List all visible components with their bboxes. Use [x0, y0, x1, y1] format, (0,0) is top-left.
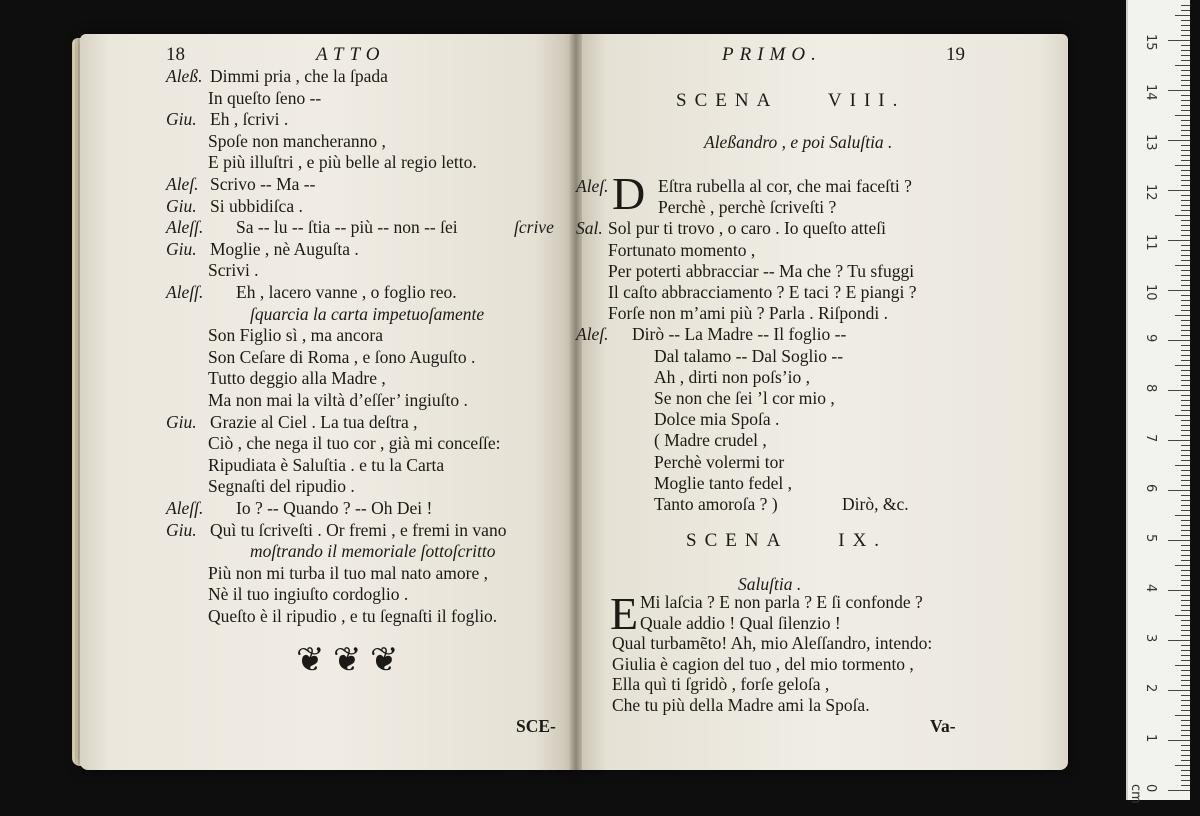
- ruler-tick: [1175, 465, 1190, 466]
- ruler-tick: [1181, 460, 1190, 461]
- ruler-tick: [1181, 545, 1190, 546]
- ruler-tick: [1181, 680, 1190, 681]
- ruler-tick: [1181, 205, 1190, 206]
- ruler-tick: [1181, 710, 1190, 711]
- ruler-tick: [1168, 40, 1190, 41]
- left-running-head: ATTO: [316, 44, 386, 65]
- ruler-tick: [1175, 265, 1190, 266]
- ruler-tick: [1181, 250, 1190, 251]
- scene-8-title: SCENA VIII.: [676, 90, 906, 111]
- ruler-tick: [1181, 75, 1190, 76]
- ruler-tick: [1181, 70, 1190, 71]
- verse-line: Più non mi turba il tuo mal nato amore ,: [208, 562, 488, 583]
- ruler-tick: [1181, 275, 1190, 276]
- right-catchword: Va-: [930, 716, 956, 736]
- verse-line: Sa -- lu -- ſtia -- più -- non -- ſei: [236, 217, 458, 238]
- speaker-label: Aleſ.: [576, 324, 609, 345]
- ruler-tick: [1181, 595, 1190, 596]
- ruler-tick: [1181, 320, 1190, 321]
- ruler-tick: [1181, 145, 1190, 146]
- ruler-tick: [1181, 10, 1190, 11]
- ruler-tick: [1181, 405, 1190, 406]
- ruler-tick: [1181, 195, 1190, 196]
- ruler-tick: [1181, 475, 1190, 476]
- ruler-tick: [1181, 635, 1190, 636]
- speaker-label: Giu.: [166, 411, 197, 432]
- ruler-tick: [1181, 225, 1190, 226]
- ruler-tick: [1181, 110, 1190, 111]
- ruler-tick: [1181, 375, 1190, 376]
- ruler-tick: [1181, 455, 1190, 456]
- ruler-tick: [1181, 30, 1190, 31]
- ruler-tick: [1181, 660, 1190, 661]
- ruler-number: 8: [1143, 384, 1158, 393]
- verse-line: In queſto ſeno --: [208, 87, 322, 108]
- ruler-tick: [1168, 590, 1190, 591]
- speaker-label: Giu.: [166, 195, 197, 216]
- ruler-tick: [1181, 500, 1190, 501]
- ruler-tick: [1181, 580, 1190, 581]
- stage-direction: ſcrive: [514, 217, 554, 238]
- ruler-tick: [1181, 335, 1190, 336]
- ruler-tick: [1181, 725, 1190, 726]
- speaker-label: Aleſ.: [166, 174, 199, 194]
- ruler-tick: [1181, 370, 1190, 371]
- ruler-tick: [1181, 560, 1190, 561]
- ruler-tick: [1181, 200, 1190, 201]
- ruler-tick: [1181, 575, 1190, 576]
- ruler-tick: [1181, 570, 1190, 571]
- ruler-tick: [1175, 665, 1190, 666]
- speaker-label: Aleſ.: [576, 176, 609, 196]
- ruler-tick: [1181, 705, 1190, 706]
- ruler-tick: [1181, 270, 1190, 271]
- ruler-tick: [1168, 490, 1190, 491]
- ruler-tick: [1181, 55, 1190, 56]
- verse-line: Dirò -- La Madre -- Il foglio --: [632, 324, 847, 345]
- ruler-tick: [1181, 105, 1190, 106]
- ruler-tick: [1181, 330, 1190, 331]
- ruler-tick: [1175, 15, 1190, 16]
- ruler-tick: [1168, 90, 1190, 91]
- ruler-tick: [1175, 765, 1190, 766]
- speaker-label: Aleſſ.: [166, 498, 204, 518]
- speaker-label: Aleſſ.: [166, 282, 204, 302]
- ruler-tick: [1168, 690, 1190, 691]
- ruler-tick: [1181, 210, 1190, 211]
- ruler-tick: [1181, 695, 1190, 696]
- verse-line: moſtrando il memoriale ſottoſcritto: [250, 541, 496, 562]
- ruler-tick: [1181, 35, 1190, 36]
- ruler-tick: [1181, 685, 1190, 686]
- ruler-tick: [1181, 610, 1190, 611]
- ruler-tick: [1181, 400, 1190, 401]
- ruler-tick: [1181, 730, 1190, 731]
- ruler-tick: [1181, 755, 1190, 756]
- ruler-tick: [1181, 620, 1190, 621]
- ruler-tick: [1181, 185, 1190, 186]
- verse-line: ſquarcia la carta impetuoſamente: [250, 303, 485, 324]
- ruler-tick: [1175, 215, 1190, 216]
- verse-line: Forſe non m’ami più ? Parla . Riſpondi .: [608, 303, 888, 324]
- verse-line: Se non che ſei ’l cor mio ,: [654, 388, 835, 408]
- ruler-tick: [1181, 135, 1190, 136]
- ornament: ❦ ❦ ❦: [296, 642, 399, 679]
- ruler-tick: [1181, 720, 1190, 721]
- ruler-tick: [1168, 190, 1190, 191]
- verse-line: Perchè volermi tor: [654, 451, 785, 472]
- ruler-tick: [1181, 235, 1190, 236]
- ruler-tick: [1181, 355, 1190, 356]
- scene-8-characters: Aleßandro , e poi Saluſtia .: [704, 132, 893, 152]
- verse-line: Quale addio ! Qual ſilenzio !: [640, 612, 841, 633]
- verse-line: Dal talamo -- Dal Soglio --: [654, 345, 844, 366]
- ruler-tick: [1181, 25, 1190, 26]
- verse-line: Io ? -- Quando ? -- Oh Dei !: [236, 498, 433, 518]
- ruler-number: 4: [1143, 584, 1158, 593]
- left-page-number: 18: [166, 44, 185, 65]
- speaker-label: Aleſſ.: [166, 217, 204, 238]
- ruler-tick: [1181, 410, 1190, 411]
- ruler-tick: [1181, 130, 1190, 131]
- ruler-tick: [1181, 655, 1190, 656]
- ruler-tick: [1181, 510, 1190, 511]
- ruler-tick: [1181, 175, 1190, 176]
- measuring-ruler: [1126, 0, 1190, 804]
- ruler-tick: [1181, 60, 1190, 61]
- verse-line: Segnaſti del ripudio .: [208, 476, 355, 497]
- ruler-tick: [1168, 540, 1190, 541]
- ruler-tick: [1181, 780, 1190, 781]
- verse-line: Eh , ſcrivi .: [210, 109, 289, 130]
- ruler-tick: [1181, 295, 1190, 296]
- ruler-number: 12: [1143, 184, 1158, 201]
- ruler-tick: [1181, 785, 1190, 786]
- ruler-number: 9: [1143, 334, 1158, 343]
- ruler-tick: [1181, 605, 1190, 606]
- verse-line: Scrivo -- Ma --: [210, 174, 316, 194]
- verse-line: Moglie tanto fedel ,: [654, 472, 793, 493]
- ruler-tick: [1168, 740, 1190, 741]
- ruler-tick: [1168, 440, 1190, 441]
- ruler-number: 6: [1143, 484, 1158, 493]
- scene-9-title: SCENA IX.: [686, 530, 888, 551]
- verse-line: Queſto è il ripudio , e tu ſegnaſti il foglio.: [208, 606, 498, 626]
- verse-line: Ripudiata è Saluſtia . e tu la Carta: [208, 454, 445, 475]
- ruler-tick: [1181, 95, 1190, 96]
- ruler-tick: [1181, 230, 1190, 231]
- ruler-tick: [1181, 255, 1190, 256]
- ruler-number: 0 cm: [1128, 784, 1158, 804]
- ruler-number: 13: [1143, 134, 1158, 151]
- ruler-tick: [1181, 425, 1190, 426]
- ruler-tick: [1181, 395, 1190, 396]
- ruler-tick: [1181, 80, 1190, 81]
- ruler-tick: [1181, 305, 1190, 306]
- ruler-tick: [1181, 100, 1190, 101]
- ruler-tick: [1181, 670, 1190, 671]
- ruler-tick: [1181, 220, 1190, 221]
- verse-line: Moglie , nè Auguſta .: [210, 238, 359, 259]
- ruler-tick: [1168, 340, 1190, 341]
- ruler-tick: [1181, 645, 1190, 646]
- speaker-label: Sal.: [576, 218, 603, 239]
- ruler-tick: [1181, 770, 1190, 771]
- verse-line: Sol pur ti trovo , o caro . Io queſto atteſi: [608, 218, 887, 239]
- ruler-tick: [1168, 240, 1190, 241]
- ruler-tick: [1175, 65, 1190, 66]
- ruler-tick: [1175, 115, 1190, 116]
- ruler-tick: [1181, 450, 1190, 451]
- scene-9-characters: Saluſtia .: [738, 574, 802, 594]
- ruler-tick: [1175, 415, 1190, 416]
- ruler-tick: [1181, 445, 1190, 446]
- verse-line: Dolce mia Spoſa .: [654, 409, 780, 430]
- ruler-tick: [1181, 310, 1190, 311]
- ruler-tick: [1175, 715, 1190, 716]
- ruler-tick: [1181, 520, 1190, 521]
- verse-line: Fortunato momento ,: [608, 239, 756, 260]
- verse-line: Ah , dirti non poſs’io ,: [654, 366, 811, 387]
- ruler-tick: [1181, 260, 1190, 261]
- ruler-tick: [1181, 285, 1190, 286]
- verse-line: Dimmi pria , che la ſpada: [210, 66, 388, 86]
- verse-line: Perchè , perchè ſcriveſti ?: [658, 197, 837, 218]
- verse-line: Nè il tuo ingiuſto cordoglio .: [208, 584, 409, 605]
- verse-line: Eh , lacero vanne , o foglio reo.: [236, 282, 457, 302]
- ruler-number: 2: [1143, 684, 1158, 693]
- ruler-tick: [1181, 625, 1190, 626]
- ruler-tick: [1168, 140, 1190, 141]
- ruler-tick: [1175, 315, 1190, 316]
- ruler-tick: [1181, 650, 1190, 651]
- verse-line: Quì tu ſcriveſti . Or fremi , e fremi in vano: [210, 519, 507, 540]
- drop-capital: E: [610, 588, 639, 639]
- verse-line: ( Madre crudel ,: [654, 430, 767, 451]
- ruler-tick: [1175, 165, 1190, 166]
- ruler-tick: [1181, 535, 1190, 536]
- ruler-number: 15: [1143, 34, 1158, 51]
- ruler-tick: [1175, 615, 1190, 616]
- ruler-number: 3: [1143, 634, 1158, 643]
- ruler-tick: [1181, 85, 1190, 86]
- ruler-tick: [1181, 125, 1190, 126]
- ruler-tick: [1181, 470, 1190, 471]
- verse-line: Il caſto abbracciamento ? E taci ? E piangi ?: [608, 282, 917, 302]
- verse-line: Ella quì ti ſgridò , forſe geloſa ,: [612, 674, 830, 695]
- ruler-tick: [1181, 525, 1190, 526]
- drop-capital: D: [612, 168, 646, 219]
- ruler-tick: [1181, 775, 1190, 776]
- ruler-tick: [1181, 45, 1190, 46]
- ruler-tick: [1181, 245, 1190, 246]
- ruler-tick: [1181, 430, 1190, 431]
- ruler-tick: [1181, 700, 1190, 701]
- aria-cue: Dirò, &c.: [842, 494, 909, 514]
- ruler-tick: [1181, 360, 1190, 361]
- ruler-tick: [1181, 630, 1190, 631]
- verse-line: Che tu più della Madre ami la Spoſa.: [612, 695, 870, 715]
- verse-line: E più illuſtri , e più belle al regio letto.: [208, 152, 477, 173]
- verse-line: Son Ceſare di Roma , e ſono Auguſto .: [208, 346, 476, 367]
- verse-line: Mi laſcia ? E non parla ? E ſi confonde ?: [640, 592, 923, 612]
- ruler-tick: [1181, 745, 1190, 746]
- verse-line: Spoſe non mancheranno ,: [208, 130, 386, 151]
- verse-line: Ciò , che nega il tuo cor , già mi conceſſe:: [208, 433, 501, 454]
- ruler-number: 14: [1143, 84, 1158, 101]
- speaker-label: Giu.: [166, 519, 197, 540]
- verse-line: Qual turbamẽto! Ah, mio Aleſſandro, intendo:: [612, 633, 933, 654]
- ruler-tick: [1181, 750, 1190, 751]
- verse-line: Tanto amoroſa ? ): [654, 494, 778, 514]
- ruler-tick: [1181, 495, 1190, 496]
- ruler-tick: [1168, 290, 1190, 291]
- right-page-number: 19: [946, 44, 965, 65]
- ruler-tick: [1181, 420, 1190, 421]
- ruler-number: 10: [1143, 284, 1158, 301]
- ruler-number: 11: [1143, 234, 1158, 251]
- ruler-tick: [1181, 735, 1190, 736]
- ruler-tick: [1181, 480, 1190, 481]
- ruler-tick: [1181, 760, 1190, 761]
- ruler-tick: [1175, 565, 1190, 566]
- ruler-tick: [1181, 155, 1190, 156]
- verse-line: Scrivi .: [208, 260, 259, 281]
- ruler-tick: [1168, 390, 1190, 391]
- ruler-tick: [1181, 385, 1190, 386]
- ruler-tick: [1168, 790, 1190, 791]
- speaker-label: Giu.: [166, 238, 197, 259]
- ruler-tick: [1181, 585, 1190, 586]
- left-catchword: SCE-: [516, 716, 556, 736]
- verse-line: Ma non mai la viltà d’eſſer’ ingiuſto .: [208, 390, 468, 410]
- ruler-tick: [1181, 325, 1190, 326]
- ruler-number: 5: [1143, 534, 1158, 543]
- speaker-label: Aleß.: [166, 66, 203, 86]
- ruler-tick: [1175, 515, 1190, 516]
- ruler-tick: [1181, 300, 1190, 301]
- ruler-tick: [1168, 640, 1190, 641]
- ruler-tick: [1181, 170, 1190, 171]
- ruler-tick: [1181, 345, 1190, 346]
- ruler-tick: [1181, 150, 1190, 151]
- verse-line: Eſtra rubella al cor, che mai faceſti ?: [658, 176, 912, 196]
- ruler-tick: [1181, 350, 1190, 351]
- ruler-tick: [1181, 505, 1190, 506]
- ruler-tick: [1181, 120, 1190, 121]
- ruler-tick: [1181, 675, 1190, 676]
- ruler-number: 1: [1143, 734, 1158, 743]
- verse-line: Si ubbidiſca .: [210, 195, 303, 216]
- ruler-tick: [1181, 600, 1190, 601]
- ruler-tick: [1175, 365, 1190, 366]
- ruler-tick: [1181, 485, 1190, 486]
- ruler-tick: [1181, 550, 1190, 551]
- verse-line: Tutto deggio alla Madre ,: [208, 368, 386, 389]
- ruler-tick: [1181, 435, 1190, 436]
- verse-line: Grazie al Ciel . La tua deſtra ,: [210, 411, 418, 432]
- ruler-tick: [1181, 160, 1190, 161]
- ruler-tick: [1181, 20, 1190, 21]
- ruler-tick: [1181, 530, 1190, 531]
- ruler-tick: [1181, 555, 1190, 556]
- ruler-number: 7: [1143, 434, 1158, 443]
- ruler-tick: [1181, 180, 1190, 181]
- verse-line: Son Figlio sì , ma ancora: [208, 325, 383, 346]
- ruler-tick: [1181, 380, 1190, 381]
- verse-line: Per poterti abbracciar -- Ma che ? Tu sfuggi: [608, 260, 915, 281]
- ruler-tick: [1181, 5, 1190, 6]
- ruler-tick: [1181, 50, 1190, 51]
- verse-line: Giulia è cagion del tuo , del mio tormento ,: [612, 653, 914, 674]
- ruler-tick: [1181, 280, 1190, 281]
- right-running-head: PRIMO.: [722, 44, 822, 65]
- book-spine: [570, 34, 582, 770]
- speaker-label: Giu.: [166, 109, 197, 130]
